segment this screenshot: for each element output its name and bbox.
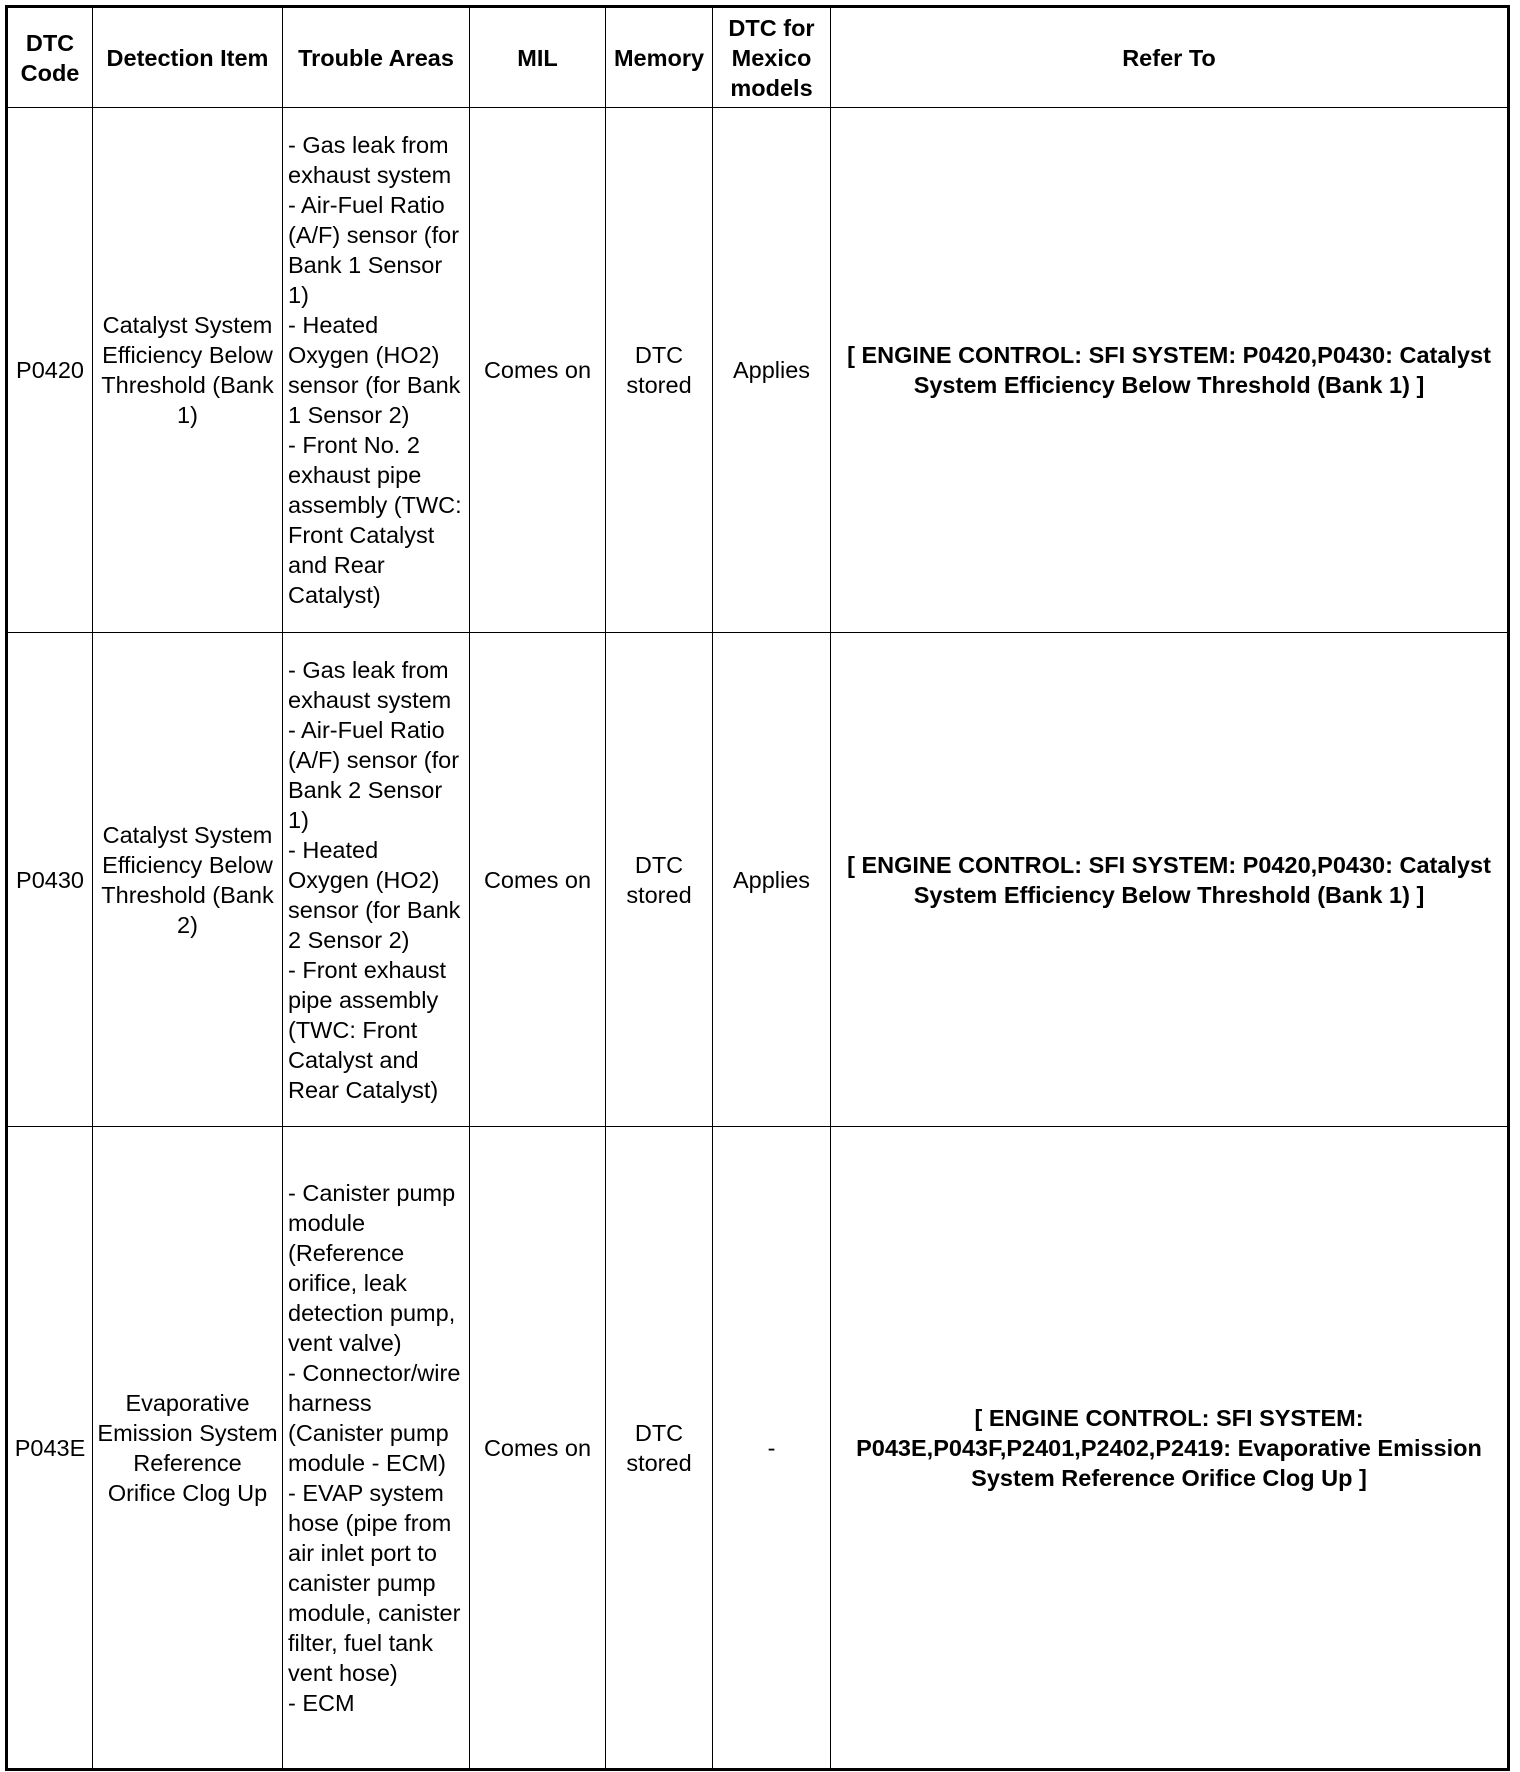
header-refer-to: Refer To [831, 7, 1509, 108]
dtc-mexico: Applies [713, 633, 831, 1127]
dtc-mexico: - [713, 1127, 831, 1770]
detection-item: Evaporative Emission System Reference Orifice Clog Up [93, 1127, 283, 1770]
detection-item: Catalyst System Efficiency Below Threshold (Bank 2) [93, 633, 283, 1127]
dtc-mexico: Applies [713, 108, 831, 633]
mil-status: Comes on [470, 633, 606, 1127]
trouble-areas [283, 108, 470, 633]
mil-status: Comes on [470, 1127, 606, 1770]
trouble-area-item: - ECM [288, 1689, 355, 1716]
trouble-area-item: - Air-Fuel Ratio (A/F) sensor (for Bank 1 Sensor 1) [288, 192, 466, 308]
trouble-area-item: - Heated Oxygen (HO2) sensor (for Bank 2 Sensor 2) [288, 836, 467, 953]
trouble-areas [283, 1127, 470, 1770]
trouble-area-item: - Gas leak from exhaust system [288, 132, 456, 188]
table-row [7, 108, 1509, 633]
trouble-area-item: - Gas leak from exhaust system [288, 656, 456, 713]
trouble-area-item: - Canister pump module (Reference orifice, leak detection pump, vent valve) [288, 1179, 462, 1356]
dtc-code: P0420 [7, 108, 93, 633]
table-row [7, 633, 1509, 1127]
trouble-areas [283, 633, 470, 1127]
header-row [7, 7, 1509, 108]
trouble-area-item: - Front No. 2 exhaust pipe assembly (TWC: Front Catalyst and Rear Catalyst) [288, 432, 469, 608]
dtc-code: P0430 [7, 633, 93, 1127]
trouble-area-item: - Connector/wire harness (Canister pump module - ECM) [288, 1359, 467, 1476]
header-mil: MIL [470, 7, 606, 108]
header-detection-item: Detection Item [93, 7, 283, 108]
header-trouble-areas: Trouble Areas [283, 7, 470, 108]
header-memory: Memory [606, 7, 713, 108]
detection-item: Catalyst System Efficiency Below Threshold (Bank 1) [93, 108, 283, 633]
mil-status: Comes on [470, 108, 606, 633]
header-dtc-code: DTC Code [7, 7, 93, 108]
refer-to-link[interactable]: [ ENGINE CONTROL: SFI SYSTEM: P043E,P043F,P2401,P2402,P2419: Evaporative Emission System Reference Orifice Clog Up ] [831, 1127, 1509, 1770]
trouble-area-item: - Front exhaust pipe assembly (TWC: Front Catalyst and Rear Catalyst) [288, 956, 453, 1103]
refer-to-link[interactable]: [ ENGINE CONTROL: SFI SYSTEM: P0420,P0430: Catalyst System Efficiency Below Threshold (Bank 1) ] [831, 108, 1509, 633]
memory-status: DTC stored [606, 633, 713, 1127]
header-dtc-mexico: DTC for Mexico models [713, 7, 831, 108]
dtc-table [5, 5, 1510, 1771]
trouble-area-item: - EVAP system hose (pipe from air inlet port to canister pump module, canister filter, fuel tank vent hose) [288, 1479, 467, 1686]
trouble-area-item: - Heated Oxygen (HO2) sensor (for Bank 1 Sensor 2) [288, 312, 467, 428]
refer-to-link[interactable]: [ ENGINE CONTROL: SFI SYSTEM: P0420,P0430: Catalyst System Efficiency Below Threshold (Bank 1) ] [831, 633, 1509, 1127]
memory-status: DTC stored [606, 108, 713, 633]
dtc-code: P043E [7, 1127, 93, 1770]
table-row [7, 1127, 1509, 1770]
memory-status: DTC stored [606, 1127, 713, 1770]
trouble-area-item: - Air-Fuel Ratio (A/F) sensor (for Bank 2 Sensor 1) [288, 716, 466, 833]
